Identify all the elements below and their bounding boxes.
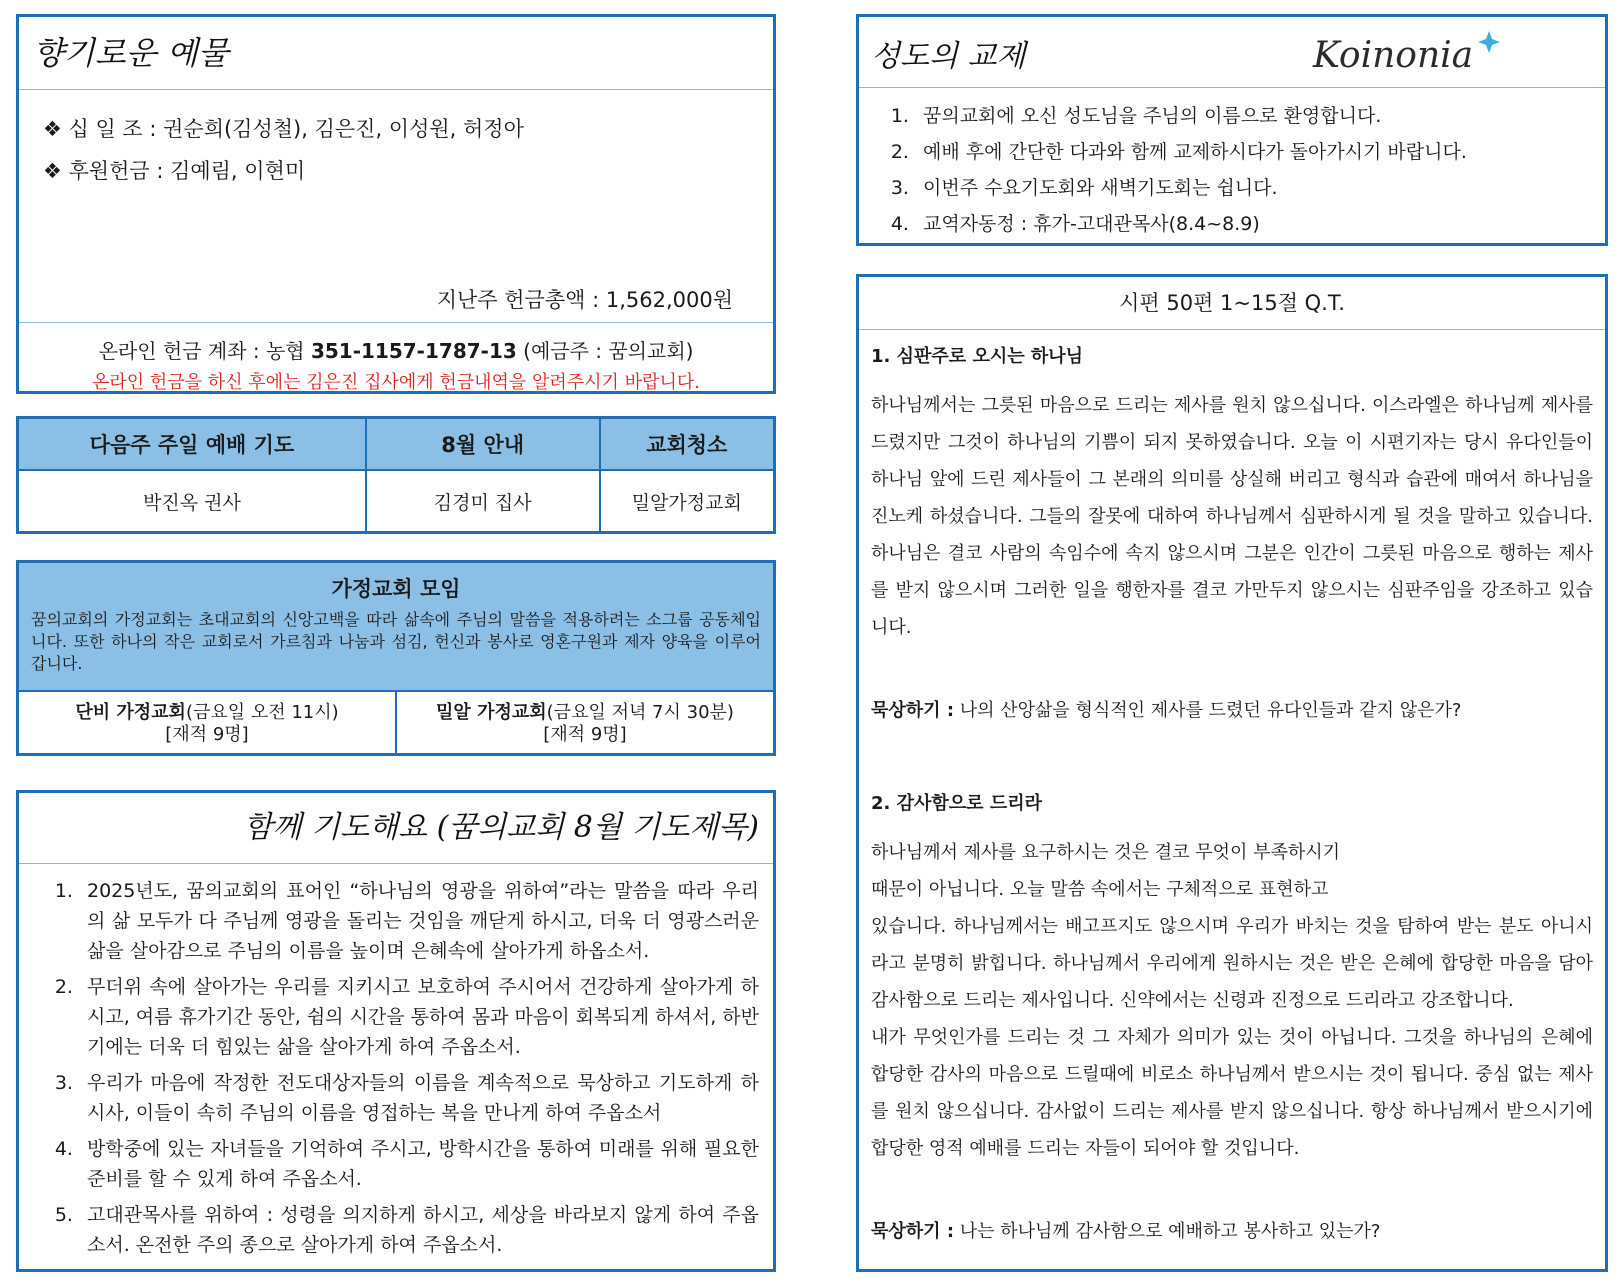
meditation-label: 묵상하기 : [871, 700, 955, 721]
qt-section2-body: 있습니다. 하나님께서는 배고프지도 않으시며 우리가 바치는 것을 탐하여 받는 분도 아니시라고 분명히 밝힙니다. 하나님께서 우리에게 원하시는 것은 받은 은혜에 합당한 마음을 담아 감사함으로 드리는 제사입니다. 신약에서는 신령과 진정으로 드리라고 강조합니다. [871, 916, 1593, 1011]
offering-total: 지난주 헌금총액 : 1,562,000원 [436, 288, 733, 312]
support-line: ❖ 후원헌금 : 김예림, 이현미 [43, 159, 306, 183]
group-time: (금요일 저녁 7시 30분) [546, 702, 734, 723]
fellowship-item: 3. 이번주 수요기도회와 새벽기도회는 쉽니다. [915, 170, 1605, 206]
group-name: 밀알 가정교회 [436, 702, 547, 723]
qt-section2-body: 내가 무엇인가를 드리는 것 그 자체가 의미가 있는 것이 아닙니다. 그것을 하나님의 은혜에 합당한 감사의 마음으로 드릴때에 비로소 하나님께서 받으시는 것이 됩니다. 중심 없는 제사를 원치 않으십니다. 감사없이 드리는 제사를 받지 않으십니다. 항상 하나님께서 받으시기에 합당한 영적 예배를 드리는 자들이 되어야 할 것입니다. [871, 1027, 1593, 1159]
account-number: 351-1157-1787-13 [310, 339, 517, 363]
value-prayer: 박진옥 권사 [19, 470, 366, 531]
meditation-text: 나의 산앙삶을 형식적인 제사를 드렸던 유다인들과 같지 않은가? [954, 700, 1462, 721]
prayer-item: 4. 방학중에 있는 자녀들을 기억하여 주시고, 방학시간을 통하여 미래를 위해 필요한 준비를 할 수 있게 하여 주옵소서. [79, 1134, 759, 1194]
schedule-table [16, 416, 776, 534]
prayer-item: 5. 고대관목사를 위하여 : 성령을 의지하게 하시고, 세상을 바라보지 않게 하여 주옵소서. 온전한 주의 종으로 살아가게 하여 주옵소서. [79, 1200, 759, 1260]
fellowship-section [856, 14, 1608, 246]
prayer-item: 2. 무더위 속에 살아가는 우리를 지키시고 보호하여 주시어서 건강하게 살아가게 하시고, 여름 휴가기간 동안, 쉼의 시간을 통하여 몸과 마음이 회복되게 하셔서, 하반기에는 더욱 더 힘있는 삶을 살아가게 하여 주옵소서. [79, 972, 759, 1062]
fellowship-item: 4. 교역자동정 : 휴가-고대관목사(8.4~8.9) [915, 206, 1605, 242]
group-milal [397, 692, 773, 754]
prayer-item: 3. 우리가 마음에 작정한 전도대상자들의 이름을 계속적으로 묵상하고 기도하게 하시사, 이들이 속히 주님의 이름을 영접하는 복을 만나게 하여 주옵소서 [79, 1068, 759, 1128]
qt-section1-body: 하나님께서는 그릇된 마음으로 드리는 제사를 원치 않으십니다. 이스라엘은 하나님께 제사를 드렸지만 그것이 하나님의 기쁨이 되지 못하였습니다. 오늘 이 시편기자는 당시 유다인들이 하나님 앞에 드린 제사들이 그 본래의 의미를 상실해 버리고 형식과 습관에 매여서 하나님을 진노케 하셨습니다. 그들의 잘못에 대하여 하나님께서 심판하시게 될 것을 말하고 있습니다. 하나님은 결코 사람의 속임수에 속지 않으시며 그분은 인간이 그릇된 마음으로 행하는 제사를 받지 않으시며 그러한 일을 행한자를 결코 가만두지 않으시는 심판주임을 강조하고 있습니다. [871, 395, 1593, 638]
offering-section [16, 14, 776, 394]
qt-title: 시편 50편 1~15절 Q.T. [859, 277, 1605, 330]
group-time: (금요일 오전 11시) [185, 702, 339, 723]
qt-section1-title: 1. 심판주로 오시는 하나님 [871, 346, 1084, 367]
koinonia-logo [1307, 23, 1507, 83]
header-prayer: 다음주 주일 예배 기도 [19, 419, 366, 470]
qt-section2-line: 하나님께서 제사를 요구하시는 것은 결코 무엇이 부족하시기 [871, 842, 1341, 863]
group-name: 단비 가정교회 [75, 702, 186, 723]
fellowship-item: 2. 예배 후에 간단한 다과와 함께 교제하시다가 돌아가시기 바랍니다. [915, 134, 1605, 170]
offering-notice: 온라인 헌금을 하신 후에는 김은진 집사에게 헌금내역을 알려주시기 바랍니다. [92, 372, 700, 393]
qt-section2-title: 2. 감사함으로 드리라 [871, 793, 1042, 814]
qt-section2-line: 때문이 아닙니다. 오늘 말씀 속에서는 구체적으로 표현하고 [871, 879, 1329, 900]
house-church-title: 가정교회 모임 [331, 577, 461, 601]
prayer-section [16, 790, 776, 1272]
fellowship-title: 성도의 교제 [871, 39, 1026, 74]
logo-text: Koinonia [1313, 35, 1474, 76]
group-members: [재적 9명] [165, 724, 249, 745]
meditation-text: 나는 하나님께 감사함으로 예배하고 봉사하고 있는가? [954, 1221, 1381, 1242]
house-church-section [16, 560, 776, 756]
online-account [19, 322, 773, 394]
qt-meditation-1 [871, 692, 1593, 729]
prayer-title: 함께 기도해요 (꿈의교회 8월 기도제목) [19, 793, 773, 864]
header-cleaning: 교회청소 [600, 419, 773, 470]
sparkle-icon [1478, 31, 1500, 53]
meditation-label: 묵상하기 : [871, 1221, 955, 1242]
group-members: [재적 9명] [543, 724, 627, 745]
account-suffix: (예금주 : 꿈의교회) [516, 339, 694, 363]
prayer-item: 1. 2025년도, 꿈의교회의 표어인 “하나님의 영광을 위하여”라는 말씀을 따라 우리의 삶 모두가 다 주님께 영광을 돌리는 것임을 깨닫게 하시고, 더욱 더 영광스러운 삶을 살아감으로 주님의 이름을 높이며 은혜속에 살아가게 하옵소서. [79, 876, 759, 966]
group-danbi [19, 692, 397, 754]
value-cleaning: 밀알가정교회 [631, 491, 742, 514]
house-church-description: 꿈의교회의 가정교회는 초대교회의 신앙고백을 따라 삶속에 주님의 말씀을 적용하려는 소그룹 공동체입니다. 또한 하나의 작은 교회로서 가르침과 나눔과 섬김, 헌신과 봉사로 영혼구원과 제자 양육을 이루어 갑니다. [31, 610, 761, 673]
qt-section [856, 274, 1608, 1272]
qt-meditation-2 [871, 1213, 1593, 1250]
value-august: 김경미 집사 [366, 470, 600, 531]
tithe-line: ❖ 십 일 조 : 권순희(김성철), 김은진, 이성원, 허정아 [43, 117, 524, 141]
account-prefix: 온라인 헌금 계좌 : 농협 [98, 339, 311, 363]
fellowship-item: 1. 꿈의교회에 오신 성도님을 주님의 이름으로 환영합니다. [915, 98, 1605, 134]
header-august: 8월 안내 [366, 419, 600, 470]
offering-title: 향기로운 예물 [19, 17, 773, 90]
